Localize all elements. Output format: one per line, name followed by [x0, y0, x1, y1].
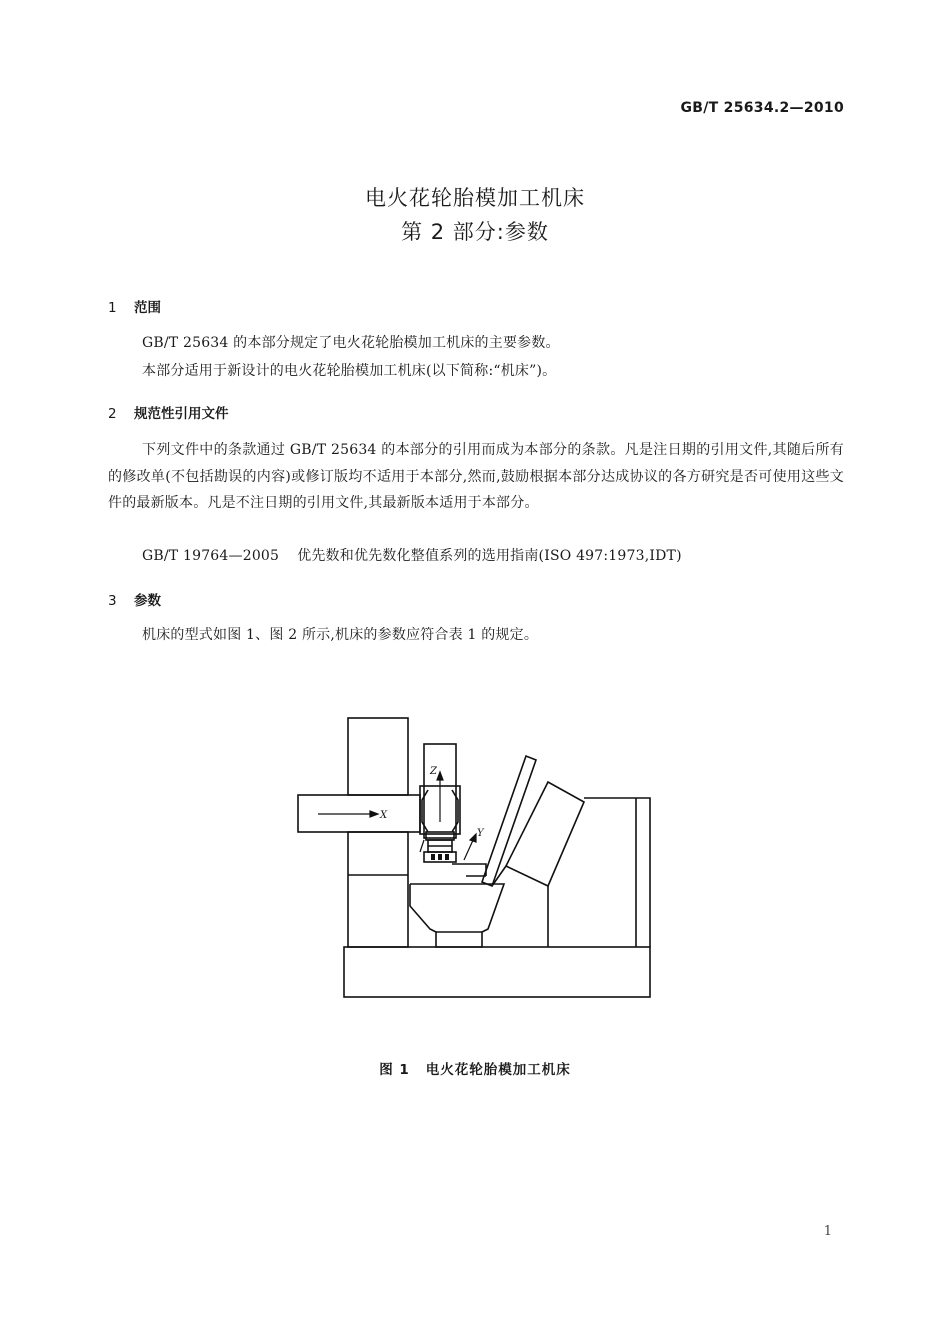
x-axis-arrowhead [370, 811, 378, 817]
figure-number: 图 1 [379, 1062, 410, 1078]
x-axis-label: X [380, 810, 388, 821]
section-title: 规范性引用文件 [134, 406, 229, 422]
page-number: 1 [823, 1224, 832, 1239]
parameters-paragraph: 机床的型式如图 1、图 2 所示,机床的参数应符合表 1 的规定。 [142, 627, 539, 643]
ram-bracket-left [422, 790, 428, 832]
angled-cabinet [506, 782, 584, 886]
document-title-line2: 第 2 部分:参数 [401, 220, 549, 244]
document-title-line1: 电火花轮胎模加工机床 [365, 186, 585, 210]
reference-title: 优先数和优先数化整值系列的选用指南(ISO 497:1973,IDT) [297, 548, 682, 564]
machine-base [344, 947, 650, 997]
section-number: 1 [108, 300, 117, 316]
section-heading-parameters [108, 589, 161, 609]
work-tank [410, 884, 504, 947]
electrode-block-2 [438, 854, 442, 860]
y-axis-label: Y [477, 828, 484, 839]
ram-bracket-right [452, 790, 458, 832]
figure-caption [0, 1058, 950, 1078]
scope-paragraph-2: 本部分适用于新设计的电火花轮胎模加工机床(以下简称:“机床”)。 [142, 363, 557, 379]
section-title: 参数 [134, 593, 161, 609]
scope-paragraph-1: GB/T 25634 的本部分规定了电火花轮胎模加工机床的主要参数。 [142, 335, 560, 351]
references-paragraph: 下列文件中的条款通过 GB/T 25634 的本部分的引用而成为本部分的条款。凡是注日期的引用文件,其随后所有的修改单(不包括勘误的内容)或修订版均不适用于本部分,然而,鼓励根据本部分达成协议的各方研究是否可使用这些文件的最新版本。凡是不注日期的引用文件,其最新版本适用于本部分。 [108, 442, 844, 511]
z-axis-label: Z [430, 766, 437, 777]
electrode-block-3 [445, 854, 449, 860]
column-top [348, 718, 408, 795]
figure-title: 电火花轮胎模加工机床 [425, 1062, 571, 1078]
section-number: 2 [108, 406, 117, 422]
electrode-block-1 [431, 854, 435, 860]
section-heading-scope [108, 296, 161, 316]
standard-code: GB/T 25634.2—2010 [680, 100, 844, 116]
control-cabinet [584, 798, 650, 947]
electrode-arm [452, 864, 486, 876]
electrode-tip-line [420, 840, 424, 852]
machine-figure [296, 716, 656, 1002]
section-heading-normative-references [108, 402, 229, 422]
reference-code: GB/T 19764—2005 [142, 548, 280, 564]
section-title: 范围 [134, 300, 161, 316]
reference-entry [142, 545, 682, 565]
z-axis-arrowhead [437, 772, 443, 780]
column-body [348, 832, 408, 947]
y-axis-arrowhead [470, 834, 476, 842]
cabinet-base-line [492, 866, 506, 886]
section-number: 3 [108, 593, 117, 609]
